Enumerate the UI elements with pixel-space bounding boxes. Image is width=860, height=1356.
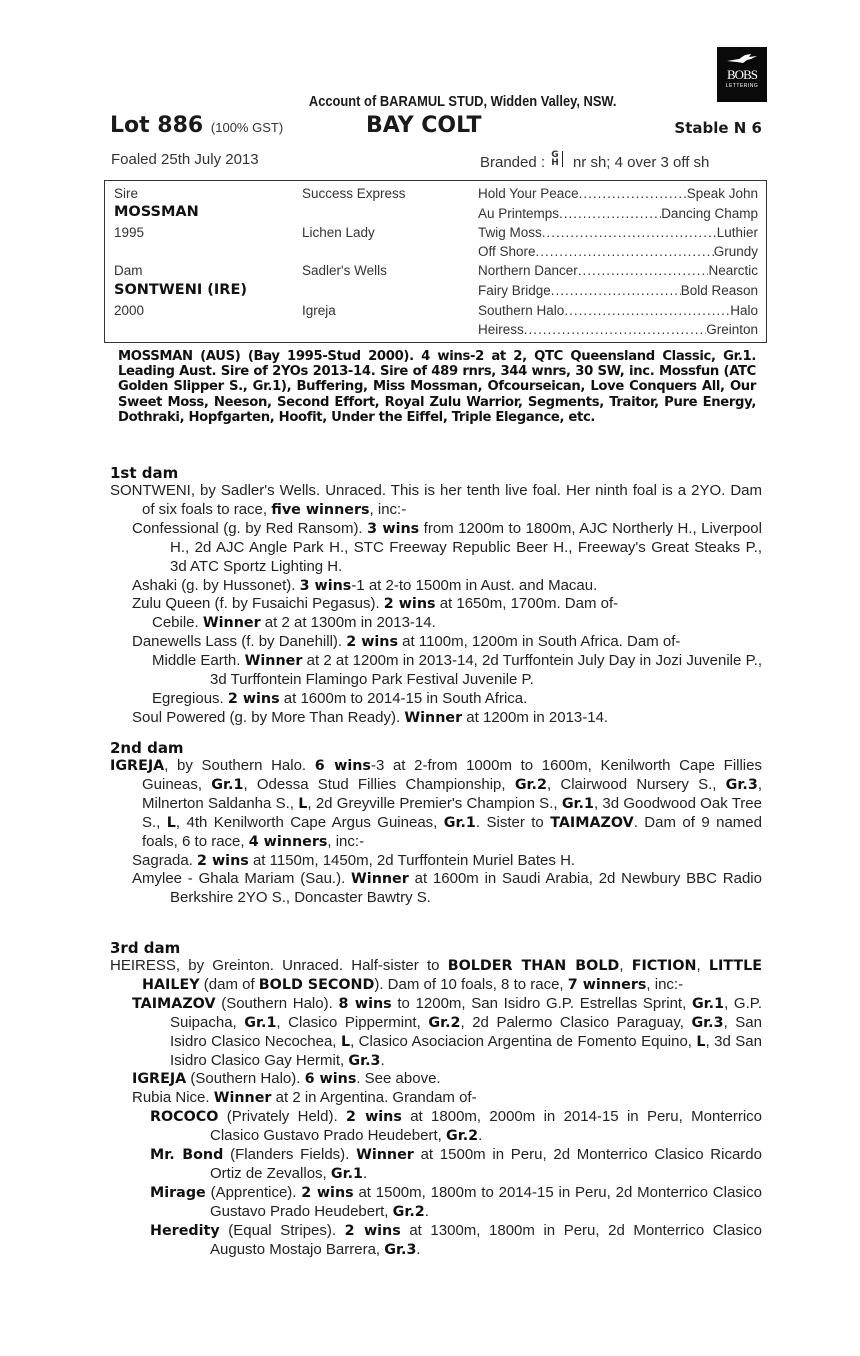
lot-number: Lot 886 (100% GST) [110,113,284,138]
progeny-entry: Sagrada. 2 wins at 1150m, 1450m, 2d Turffontein Muriel Bates H. [132,851,576,869]
dam-summary: HEIRESS, by Greinton. Unraced. Half-sister to BOLDER THAN BOLD, FICTION, LITTLE HAILEY (dam of BOLD SECOND). Dam of 10 foals, 8 to race, 7 winners, inc:- [110,957,762,993]
dam-sire: Sadler's Wells [302,263,387,278]
horse-sex-color: BAY COLT [366,113,482,138]
progeny-entry: Amylee - Ghala Mariam (Sau.). Winner at 1600m in Saudi Arabia, 2d Newbury BBC Radio Berkshire 2YO S., Doncaster Bawtry S. [132,870,762,907]
grand-progeny-entry: Mr. Bond (Flanders Fields). Winner at 1500m in Peru, 2d Monterrico Clasico Ricardo Ortiz de Zevallos, Gr.1. [150,1146,762,1182]
logo-sub: LETTERING [725,83,759,89]
sire-dam: Lichen Lady [302,225,375,240]
progeny-entry: Egregious. 2 wins at 1600m to 2014-15 in South Africa. [152,689,528,707]
grand-progeny-entry: Heredity (Equal Stripes). 2 wins at 1300m, 1800m in Peru, 2d Monterrico Clasico Augusto Mostajo Barrera, Gr.3. [150,1221,762,1258]
first-dam-section [110,465,762,728]
great-grandparent-row: Hold Your Peace ..... Speak John [478,186,758,201]
gst-note: (100% GST) [210,120,284,135]
great-grandparent-row: Northern Dancer ..... Nearctic [478,263,758,278]
progeny-entry: Rubia Nice. Winner at 2 in Argentina. Grandam of- [132,1089,477,1107]
dam-dam: Igreja [302,303,336,318]
grand-progeny-entry: ROCOCO (Privately Held). 2 wins at 1800m, 2000m in 2014-15 in Peru, Monterrico Clasico Gustavo Prado Heudebert, Gr.2. [150,1108,762,1145]
sire-description: MOSSMAN (AUS) (Bay 1995-Stud 2000). 4 wins-2 at 2, QTC Queensland Classic, Gr.1. Leading Aust. Sire of 2YOs 2013-14. Sire of 489 rnrs, 344 wnrs, 30 SW, inc. Mossfun (ATC Golden Slipper S., Gr.1), Buffering, Miss Mossman, Ofcourseican, Love Conquers All, Our Sweet Moss, Neeson, Second Effort, Royal Zulu Warrior, Segments, Traitor, Pure Energy, Dothraki, Hopfgarten, Hoofit, Under the Eiffel, Triple Elegance, etc. [118,349,756,425]
account-line: Account of BARAMUL STUD, Widden Valley, NSW. [308,93,617,110]
dam-year: 2000 [114,303,145,318]
dam-name: SONTWENI (IRE) [114,282,247,298]
dam-summary: IGREJA, by Southern Halo. 6 wins-3 at 2-from 1000m to 1600m, Kenilworth Cape Fillies Guineas, Gr.1, Odessa Stud Fillies Championship, Gr.2, Clairwood Nursery S., Gr.3, Milnerton Saldanha S., L, 2d Greyville Premier's Champion S., Gr.1, 3d Goodwood Oak Tree S., L, 4th Kenilworth Cape Argus Guineas, Gr.1. Sister to TAIMAZOV. Dam of 9 named foals, 6 to race, 4 winners, inc:- [110,757,762,850]
progeny-entry: TAIMAZOV (Southern Halo). 8 wins to 1200m, San Isidro G.P. Estrellas Sprint, Gr.1, G.P. Suipacha, Gr.1, Clasico Pippermint, Gr.2, 2d Palermo Clasico Paraguay, Gr.3, San Isidro Clasico Necochea, L, Clasico Asociacion Argentina de Fomento Equino, L, 3d San Isidro Clasico Gay Hermit, Gr.3. [132,994,762,1069]
sire-label: Sire [114,186,139,201]
great-grandparent-row: Off Shore ..... Grundy [478,244,758,259]
stable-location: Stable N 6 [674,119,762,137]
section-heading: 3rd dam [110,939,181,957]
progeny-entry: IGREJA (Southern Halo). 6 wins. See above. [132,1070,441,1088]
sire-name: MOSSMAN [114,204,199,220]
great-grandparent-row: Fairy Bridge ..... Bold Reason [478,283,758,298]
grand-progeny-entry: Mirage (Apprentice). 2 wins at 1500m, 1800m to 2014-15 in Peru, 2d Monterrico Clasico Gustavo Prado Heudebert, Gr.2. [150,1183,762,1220]
great-grandparent-row: Au Printemps ..... Dancing Champ [478,206,758,221]
progeny-entry: Confessional (g. by Red Ransom). 3 wins from 1200m to 1800m, AJC Northerly H., Liverpool H., 2d AJC Angle Park H., STC Freeway Republic Beer H., Freeway's Great Steaks P., 3d ATC Sportz Lighting H. [132,519,762,575]
foaled-date: Foaled 25th July 2013 [111,151,259,168]
progeny-entry: Soul Powered (g. by More Than Ready). Winner at 1200m in 2013-14. [132,708,609,726]
brand-mark-icon: G H [551,151,563,167]
great-grandparent-row: Southern Halo ..... Halo [478,303,758,318]
great-grandparent-row: Heiress ..... Greinton [478,322,758,337]
logo-brand: BOBS [727,67,757,82]
third-dam-section [110,940,762,1260]
great-grandparent-row: Twig Moss ..... Luthier [478,225,758,240]
progeny-entry: Ashaki (g. by Hussonet). 3 wins-1 at 2-to 1500m in Aust. and Macau. [132,576,598,594]
section-heading: 1st dam [110,464,179,482]
dam-label: Dam [114,263,143,278]
progeny-entry: Middle Earth. Winner at 2 at 1200m in 2013-14, 2d Turffontein July Day in Jozi Juvenile P., 3d Turffontein Flamingo Park Festival Juvenile P. [152,652,762,689]
dam-summary: SONTWENI, by Sadler's Wells. Unraced. This is her tenth live foal. Her ninth foal is a 2YO. Dam of six foals to race, five winners, inc:- [110,482,762,518]
progeny-entry: Cebile. Winner at 2 at 1300m in 2013-14. [152,614,436,632]
section-heading: 2nd dam [110,739,184,757]
pedigree-table [104,180,767,343]
lot-line [110,113,760,141]
progeny-entry: Danewells Lass (f. by Danehill). 2 wins at 1100m, 1200m in South Africa. Dam of- [132,633,681,651]
sire-sire: Success Express [302,186,406,201]
sire-year: 1995 [114,225,145,240]
second-dam-section [110,740,762,908]
branded-info: Branded : G H nr sh; 4 over 3 off sh [480,150,710,171]
progeny-entry: Zulu Queen (f. by Fusaichi Pegasus). 2 wins at 1650m, 1700m. Dam of- [132,595,619,613]
bird-logo-icon [725,53,759,65]
